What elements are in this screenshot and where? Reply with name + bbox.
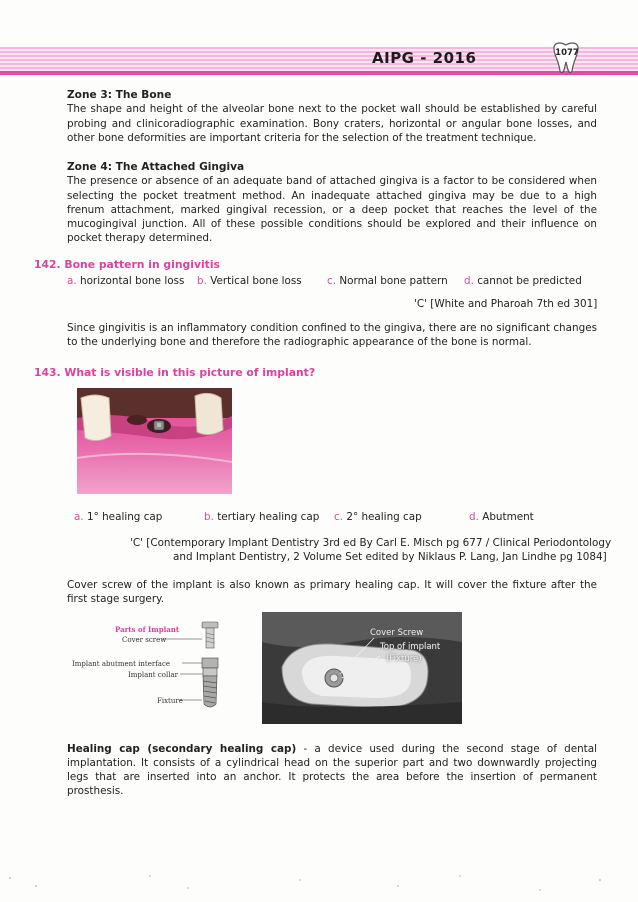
q142-answer-ref: 'C' [White and Pharoah 7th ed 301] (414, 298, 598, 310)
healing-cap-paragraph (67, 742, 597, 799)
q143-options (67, 510, 607, 526)
q142-option-b: b. Vertical bone loss (197, 275, 302, 287)
implant-diagram (72, 620, 262, 710)
q142-option-c: c. Normal bone pattern (327, 275, 448, 287)
label-cover-screw: Cover screw (122, 636, 167, 644)
q142-heading (34, 258, 220, 273)
photo-label-fixture: (Fixture) (386, 654, 422, 664)
implant-intraoral-photo (77, 388, 232, 494)
q142-option-a: a. horizontal bone loss (67, 275, 185, 287)
photo-label-top-of-implant: Top of implant (380, 642, 441, 652)
q143-option-a: a. 1° healing cap (74, 511, 163, 523)
zone3-section (67, 88, 597, 145)
q143-heading (34, 366, 315, 381)
q143-answer-ref-line2: and Implant Dentistry, 2 Volume Set edited by Niklaus P. Lang, Jan Lindhe pg 1084] (173, 551, 607, 563)
page-number: 1077 (555, 48, 579, 58)
q142-option-d: d. cannot be predicted (464, 275, 582, 287)
cover-screw-photo (262, 612, 462, 724)
q143-option-c: c. 2° healing cap (334, 511, 422, 523)
q143-explanation: Cover screw of the implant is also known as primary healing cap. It will cover the fixture after the first stage surgery. (67, 579, 597, 606)
q143-option-b: b. tertiary healing cap (204, 511, 320, 523)
q142-explanation: Since gingivitis is an inflammatory condition confined to the gingiva, there are no significant changes to the underlying bone and therefore the radiographic appearance of the bone is normal. (67, 322, 597, 349)
header-rule (0, 71, 638, 75)
q143-number: 143. (34, 366, 61, 379)
figure-title: Parts of Implant (115, 625, 180, 634)
zone3-text: The shape and height of the alveolar bone next to the pocket wall should be established by careful probing and clinicoradiographic examination. Bony craters, horizontal or angular bone losses, and other bone deformities are important criteria for the selection of the treatment technique. (67, 103, 597, 144)
healing-cap-term: Healing cap (secondary healing cap) (67, 743, 297, 755)
label-implant-collar: Implant collar (128, 671, 178, 679)
cover-screw-photo-art (262, 612, 462, 724)
zone4-text: The presence or absence of an adequate band of attached gingiva is a factor to be considered when selecting the pocket treatment method. An inadequate attached gingiva may be due to a high frenum attachment, marked gingival recession, or a deep pocket that reaches the level of the mucogingival junction. All of these possible conditions should be explored and their influence on pocket therapy determined. (67, 175, 597, 244)
q142-question: Bone pattern in gingivitis (64, 258, 220, 271)
healing-cap-text: - a device used during the second stage of dental implantation. It consists of a cylindrical head on the superior part and two downwardly projecting legs that are inserted into an anchor. It protects the area before the insertion of permanent prosthesis. (67, 743, 597, 798)
label-abutment-interface: Implant abutment interface (72, 660, 171, 668)
parts-of-implant-figure (72, 620, 262, 710)
q143-answer-ref-line1: 'C' [Contemporary Implant Dentistry 3rd ed By Carl E. Misch pg 677 / Clinical Periodontology (130, 537, 612, 549)
label-fixture: Fixture (157, 697, 183, 705)
q143-option-d: d. Abutment (469, 511, 534, 523)
q143-question: What is visible in this picture of implant? (64, 366, 316, 379)
zone4-section (67, 160, 597, 245)
zone4-heading: Zone 4: The Attached Gingiva (67, 161, 245, 173)
zone3-heading: Zone 3: The Bone (67, 89, 172, 101)
photo-label-cover-screw: Cover Screw (370, 628, 424, 638)
q142-options (67, 274, 607, 290)
scan-specks (0, 872, 638, 902)
q142-number: 142. (34, 258, 61, 271)
header-title: AIPG - 2016 (372, 49, 477, 67)
